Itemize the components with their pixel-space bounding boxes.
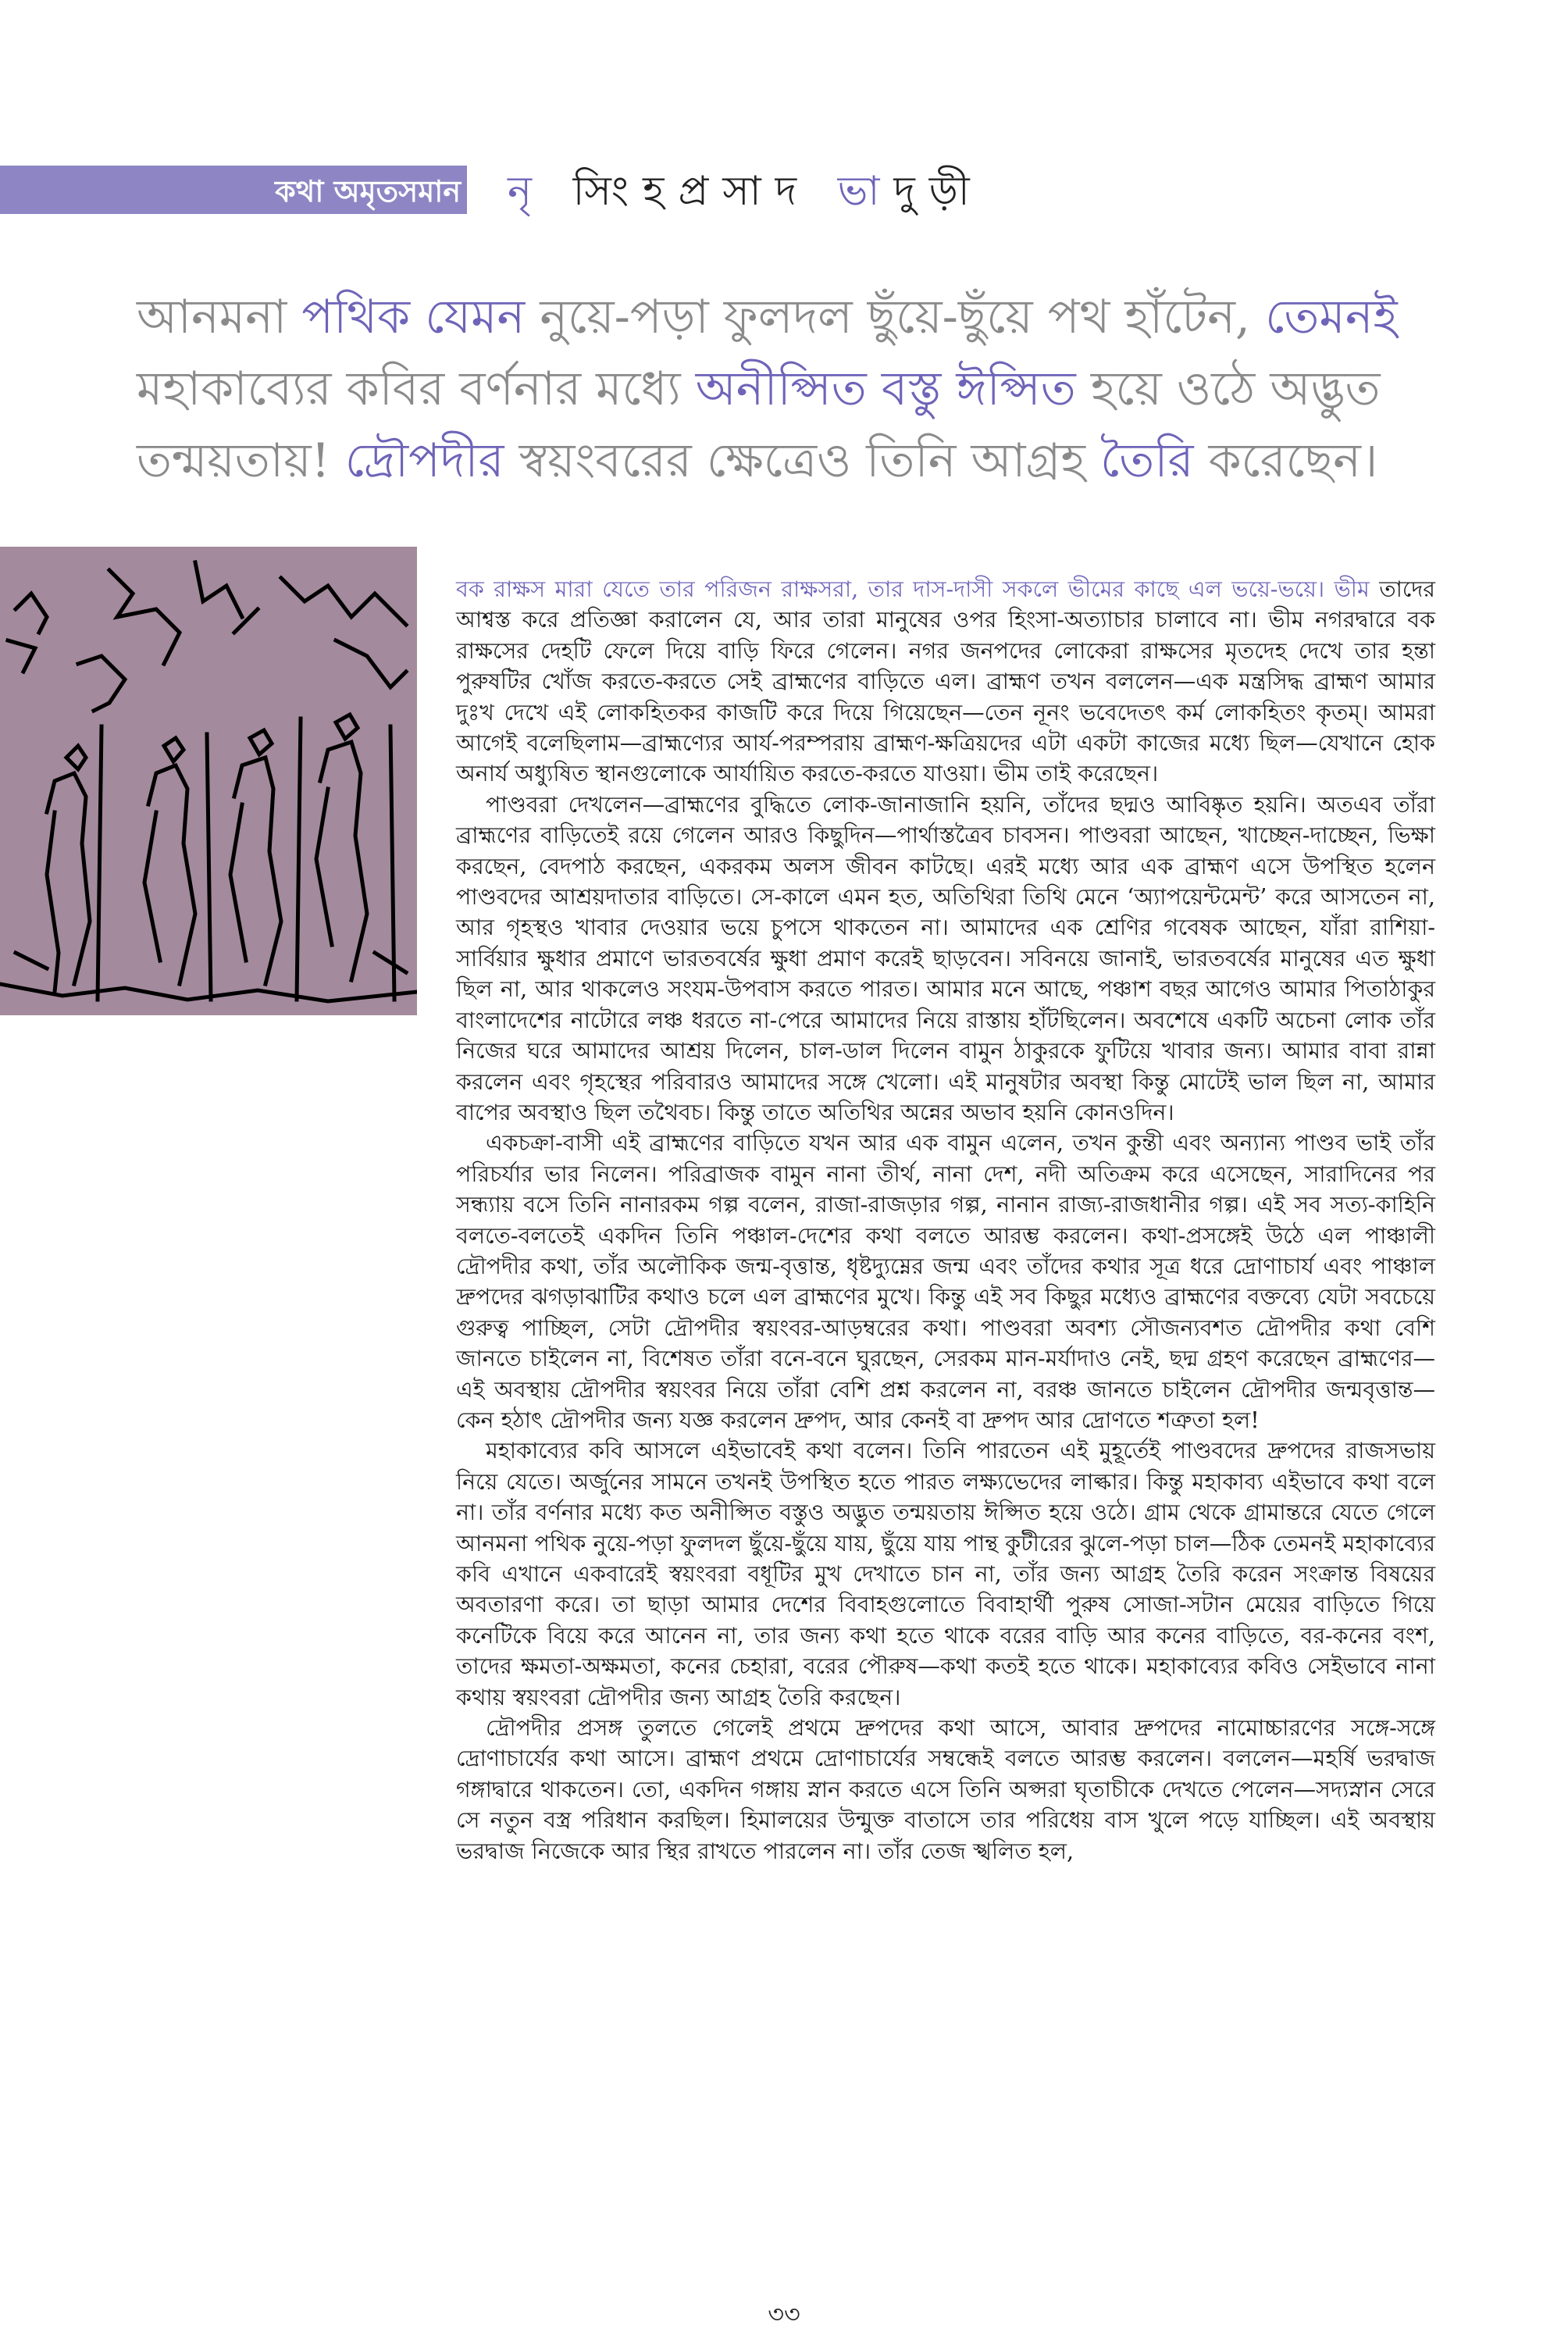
article-body [456, 574, 1435, 1867]
page-number: ৩৩ [768, 2299, 800, 2329]
pull-quote [137, 281, 1464, 497]
paragraph-0-text: তাদের আশ্বস্ত করে প্রতিজ্ঞা করালেন যে, আর তারা মানুষের ওপর হিংসা-অত্যাচার চালাবে না। ভীম নগরদ্বারে বক রাক্ষসের দেহটি ফেলে দিয়ে বাড়ি ফিরে গেলেন। নগর জনপদের লোকেরা রাক্ষসের মৃতদেহ দেখে তার হন্তা পুরুষটির খোঁজ করতে-করতে সেই ব্রাহ্মণের বাড়িতে এল। ব্রাহ্মণ তখন বললেন—এক মন্ত্রসিদ্ধ ব্রাহ্মণ আমার দুঃখ দেখে এই লোকহিতকর কাজটি করে দিয়ে গিয়েছেন—তেন নূনং ভবেদেতৎ কর্ম লোকহিতং কৃতম্। আমরা আগেই বলেছিলাম—ব্রাহ্মণ্যের আর্য-পরম্পরায় ব্রাহ্মণ-ক্ষত্রিয়দের এটা একটা কাজের মধ্যে ছিল—যেখানে হোক অনার্য অধ্যুষিত স্থানগুলোকে আর্যায়িত করতে-করতে যাওয়া। ভীম তাই করেছেন। [456, 576, 1435, 787]
paragraph-1: পাণ্ডবরা দেখলেন—ব্রাহ্মণের বুদ্ধিতে লোক-জানাজানি হয়নি, তাঁদের ছদ্মও আবিষ্কৃত হয়নি। অতএব তাঁরা ব্রাহ্মণের বাড়িতেই রয়ে গেলেন আরও কিছুদিন—পার্থাস্তত্রৈব চাবসন। পাণ্ডবরা আছেন, খাচ্ছেন-দাচ্ছেন, ভিক্ষা করছেন, বেদপাঠ করছেন, একরকম অলস জীবন কাটছে। এরই মধ্যে আর এক ব্রাহ্মণ এসে উপস্থিত হলেন পাণ্ডবদের আশ্রয়দাতার বাড়িতে। সে-কালে এমন হত, অতিথিরা তিথি মেনে ‘অ্যাপয়েন্টমেন্ট’ করে আসতেন না, আর গৃহস্থও খাবার দেওয়ার ভয়ে চুপসে থাকতেন না। আমাদের এক শ্রেণির গবেষক আছেন, যাঁরা রাশিয়া-সার্বিয়ার ক্ষুধার প্রমাণে ভারতবর্ষের ক্ষুধা প্রমাণ করেই ছাড়বেন। সবিনয়ে জানাই, ভারতবর্ষের মানুষের এত ক্ষুধা ছিল না, আর থাকলেও সংযম-উপবাস করতে পারত। আমার মনে আছে, পঞ্চাশ বছর আগেও আমার পিতাঠাকুর বাংলাদেশের নাটোরে লঞ্চ ধরতে না-পেরে আমাদের নিয়ে রাস্তায় হাঁটছিলেন। অবশেষে একটি অচেনা লোক তাঁর নিজের ঘরে আমাদের আশ্রয় দিলেন, চাল-ডাল দিলেন বামুন ঠাকুরকে ফুটিয়ে খাবার জন্য। আমার বাবা রান্না করলেন এবং গৃহস্থের পরিবারও আমাদের সঙ্গে খেলো। এই মানুষটার অবস্থা কিন্তু মোটেই ভাল ছিল না, আমার বাপের অবস্থাও ছিল তথৈবচ। কিন্তু তাতে অতিথির অন্নের অভাব হয়নি কোনওদিন। [456, 791, 1435, 1125]
author-name-part4: দুড়ী [893, 168, 984, 215]
author-name-part1: নৃ [508, 168, 547, 215]
paragraph-0 [456, 574, 1435, 790]
pull-quote-segment: নুয়ে-পড়া ফুলদল ছুঁয়ে-ছুঁয়ে পথ হাঁটেন, [525, 290, 1266, 344]
column-label: কথা অমৃতসমান [275, 174, 461, 209]
pull-quote-segment: স্বয়ংবরের ক্ষেত্রেও তিনি আগ্রহ [504, 433, 1101, 488]
pull-quote-segment: তৈরি [1100, 433, 1194, 488]
sketch-figures-illustration-icon [0, 547, 417, 1015]
paragraph-2: একচক্রা-বাসী এই ব্রাহ্মণের বাড়িতে যখন আর এক বামুন এলেন, তখন কুন্তী এবং অন্যান্য পাণ্ডব ভাই তাঁর পরিচর্যার ভার নিলেন। পরিব্রাজক বামুন নানা তীর্থ, নানা দেশ, নদী অতিক্রম করে এসেছেন, সারাদিনের পর সন্ধ্যায় বসে তিনি নানারকম গল্প বলেন, রাজা-রাজড়ার গল্প, নানান রাজ্য-রাজধানীর গল্প। এই সব সত্য-কাহিনি বলতে-বলতেই একদিন তিনি পঞ্চাল-দেশের কথা বলতে আরম্ভ করলেন। কথা-প্রসঙ্গেই উঠে এল পাঞ্চালী দ্রৌপদীর কথা, তাঁর অলৌকিক জন্ম-বৃত্তান্ত, ধৃষ্টদ্যুম্নের জন্ম এবং তাঁদের কথার সূত্র ধরে দ্রোণাচার্য এবং পাঞ্চাল দ্রুপদের ঝগড়াঝাটির কথাও চলে এল ব্রাহ্মণের মুখে। কিন্তু এই সব কিছুর মধ্যেও ব্রাহ্মণের বক্তব্যে যেটা সবচেয়ে গুরুত্ব পাচ্ছিল, সেটা দ্রৌপদীর স্বয়ংবর-আড়ম্বরের কথা। পাণ্ডবরা অবশ্য সৌজন্যবশত দ্রৌপদীর কথা বেশি জানতে চাইলেন না, বিশেষত তাঁরা বনে-বনে ঘুরছেন, সেরকম মান-মর্যাদাও নেই, ছদ্ম গ্রহণ করেছেন ব্রাহ্মণের—এই অবস্থায় দ্রৌপদীর স্বয়ংবর নিয়ে তাঁরা বেশি প্রশ্ন করলেন না, বরঞ্চ জানতে চাইলেন দ্রৌপদীর জন্মবৃত্তান্ত—কেন হঠাৎ দ্রৌপদীর জন্য যজ্ঞ করলেন দ্রুপদ, আর কেনই বা দ্রুপদ আর দ্রোণতে শত্রুতা হল! [456, 1130, 1435, 1433]
pull-quote-segment: মহাকাব্যের কবির বর্ণনার মধ্যে [137, 362, 696, 416]
paragraph-3: মহাকাব্যের কবি আসলে এইভাবেই কথা বলেন। তিনি পারতেন এই মুহূর্তেই পাণ্ডবদের দ্রুপদের রাজসভায় নিয়ে যেতে। অর্জুনের সামনে তখনই উপস্থিত হতে পারত লক্ষ্যভেদের লাল্কার। কিন্তু মহাকাব্য এইভাবে কথা বলে না। তাঁর বর্ণনার মধ্যে কত অনীপ্সিত বস্তুও অদ্ভুত তন্ময়তায় ঈপ্সিত হয়ে ওঠে। গ্রাম থেকে গ্রামান্তরে যেতে গেলে আনমনা পথিক নুয়ে-পড়া ফুলদল ছুঁয়ে-ছুঁয়ে যায়, ছুঁয়ে যায় পান্থ কুটীরের ঝুলে-পড়া চাল—ঠিক তেমনই মহাকাব্যের কবি এখানে একবারেই স্বয়ংবরা বধূটির মুখ দেখাতে চান না, তাঁর জন্য আগ্রহ তৈরি করেন সংক্রান্ত বিষয়ের অবতারণা করে। তা ছাড়া আমার দেশের বিবাহগুলোতে বিবাহার্থী পুরুষ সোজা-সটান মেয়ের বাড়িতে গিয়ে কনেটিকে বিয়ে করে আনেন না, তার জন্য কথা হতে থাকে বরের বাড়ি আর কনের বাড়িতে, বর-কনের বংশ, তাদের ক্ষমতা-অক্ষমতা, কনের চেহারা, বরের পৌরুষ—কথা কতই হতে থাকে। মহাকাব্যের কবিও সেইভাবে নানা কথায় স্বয়ংবরা দ্রৌপদীর জন্য আগ্রহ তৈরি করছেন। [456, 1438, 1435, 1710]
lead-in: বক রাক্ষস মারা যেতে তার পরিজন রাক্ষসরা, তার দাস-দাসী সকলে ভীমের কাছে এল ভয়ে-ভয়ে। ভীম [456, 576, 1370, 602]
pull-quote-segment: হয়ে ওঠে অদ্ভুত তন্ময়তায়! [137, 362, 1381, 488]
author-name-part3: ভা [837, 168, 894, 215]
pull-quote-segment: অনীপ্সিত বস্তু ঈপ্সিত [695, 362, 1076, 416]
illustration [0, 547, 417, 1015]
paragraph-4: দ্রৌপদীর প্রসঙ্গ তুলতে গেলেই প্রথমে দ্রুপদের কথা আসে, আবার দ্রুপদের নামোচ্চারণের সঙ্গে-সঙ্গে দ্রোণাচার্যের কথা আসে। ব্রাহ্মণ প্রথমে দ্রোণাচার্যের সম্বন্ধেই বলতে আরম্ভ করলেন। বললেন—মহর্ষি ভরদ্বাজ গঙ্গাদ্বারে থাকতেন। তো, একদিন গঙ্গায় স্নান করতে এসে তিনি অপ্সরা ঘৃতাচীকে দেখতে পেলেন—সদ্যস্নান সেরে সে নতুন বস্ত্র পরিধান করছিল। হিমালয়ের উন্মুক্ত বাতাসে তার পরিধেয় বাস খুলে পড়ে যাচ্ছিল। এই অবস্থায় ভরদ্বাজ নিজেকে আর স্থির রাখতে পারলেন না। তাঁর তেজ স্খলিত হল, [456, 1715, 1435, 1864]
author-name [508, 164, 984, 219]
pull-quote-segment: করেছেন। [1193, 433, 1378, 488]
pull-quote-segment: আনমনা [137, 290, 302, 344]
author-name-part2: সিংহপ্রসাদ [546, 168, 838, 215]
pull-quote-segment: পথিক যেমন [301, 290, 526, 344]
pull-quote-segment: দ্রৌপদীর [344, 433, 504, 488]
pull-quote-segment: তেমনই [1265, 290, 1398, 344]
